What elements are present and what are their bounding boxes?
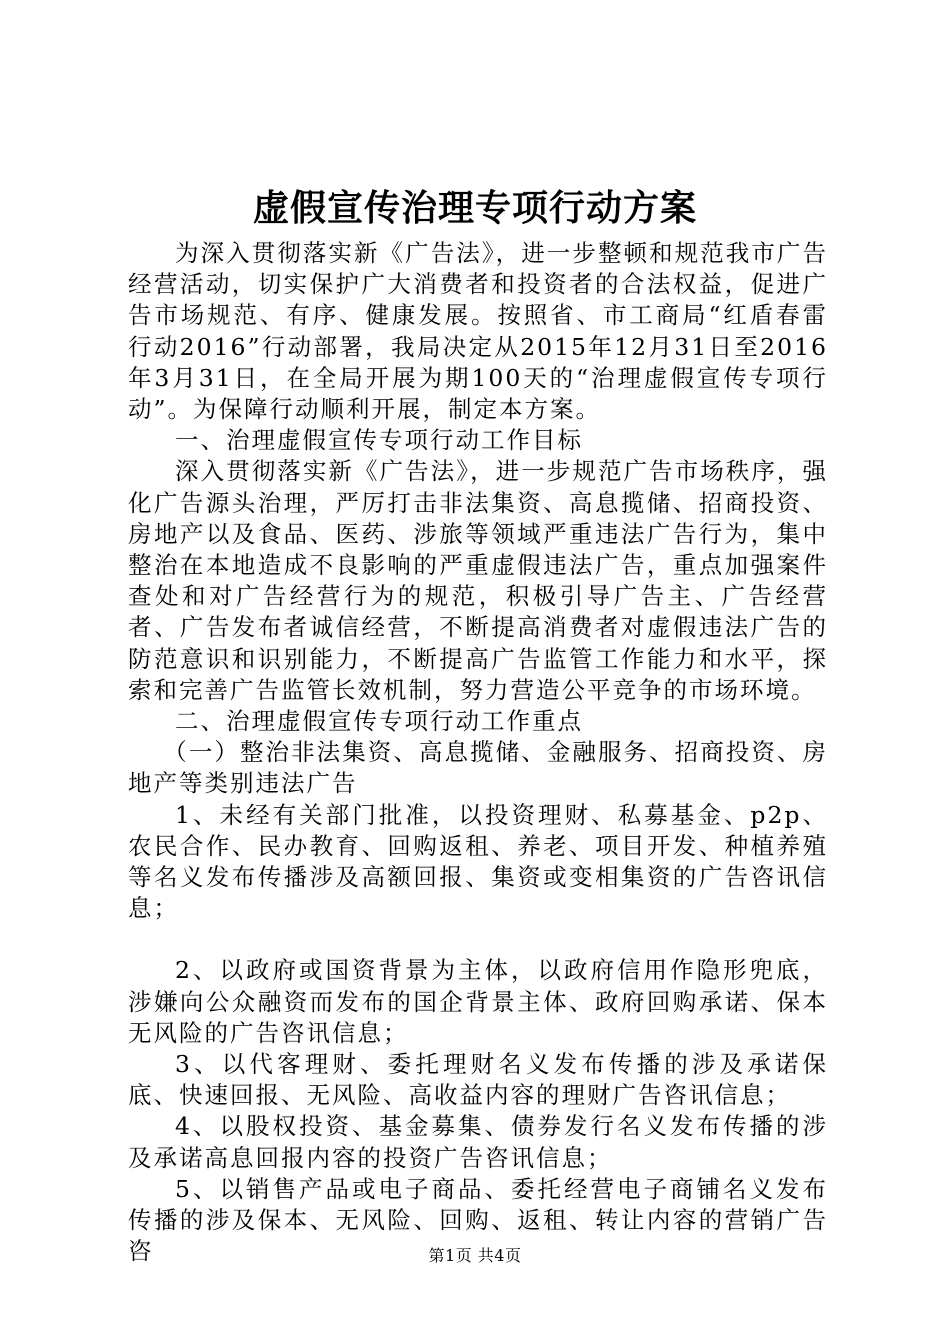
document-body	[128, 238, 828, 1268]
blank-line	[128, 924, 828, 955]
list-item-3: 3、以代客理财、委托理财名义发布传播的涉及承诺保底、快速回报、无风险、高收益内容的理财广告咨讯信息；	[128, 1050, 828, 1110]
document-title: 虚假宣传治理专项行动方案	[252, 187, 697, 229]
list-item-2: 2、以政府或国资背景为主体，以政府信用作隐形兜底，涉嫌向公众融资而发布的国企背景主体、政府回购承诺、保本无风险的广告咨讯信息；	[128, 956, 828, 1047]
page-number-footer: 第1页 共4页	[428, 1246, 522, 1265]
list-item-5: 5、以销售产品或电子商品、委托经营电子商铺名义发布传播的涉及保本、无风险、回购、返租、转让内容的营销广告咨	[128, 1174, 828, 1266]
list-item-1: 1、未经有关部门批准，以投资理财、私募基金、p2p、农民合作、民办教育、回购返租、养老、项目开发、种植养殖等名义发布传播涉及高额回报、集资或变相集资的广告咨讯信息；	[128, 800, 828, 923]
section-heading-1: 一、治理虚假宣传专项行动工作目标	[175, 426, 583, 455]
list-item-4: 4、以股权投资、基金募集、债券发行名义发布传播的涉及承诺高息回报内容的投资广告咨讯信息；	[128, 1112, 828, 1172]
section-heading-2: 二、治理虚假宣传专项行动工作重点	[175, 707, 583, 736]
goals-paragraph: 深入贯彻落实新《广告法》，进一步规范广告市场秩序，强化广告源头治理，严厉打击非法集资、高息揽储、招商投资、房地产以及食品、医药、涉旅等领域严重违法广告行为，集中整治在本地造成不良影响的严重虚假违法广告，重点加强案件查处和对广告经营行为的规范，积极引导广告主、广告经营者、广告发布者诚信经营，不断提高消费者对虚假违法广告的防范意识和识别能力，不断提高广告监管工作能力和水平，探索和完善广告监管长效机制，努力营造公平竞争的市场环境。	[128, 457, 828, 704]
subsection-heading-1: （一）整治非法集资、高息揽储、金融服务、招商投资、房地产等类别违法广告	[128, 738, 828, 798]
intro-paragraph: 为深入贯彻落实新《广告法》，进一步整顿和规范我市广告经营活动，切实保护广大消费者和投资者的合法权益，促进广告市场规范、有序、健康发展。按照省、市工商局“红盾春雷行动2016”行动部署，我局决定从2015年12月31日至2016年3月31日，在全局开展为期100天的“治理虚假宣传专项行动”。为保障行动顺利开展，制定本方案。	[128, 239, 828, 424]
